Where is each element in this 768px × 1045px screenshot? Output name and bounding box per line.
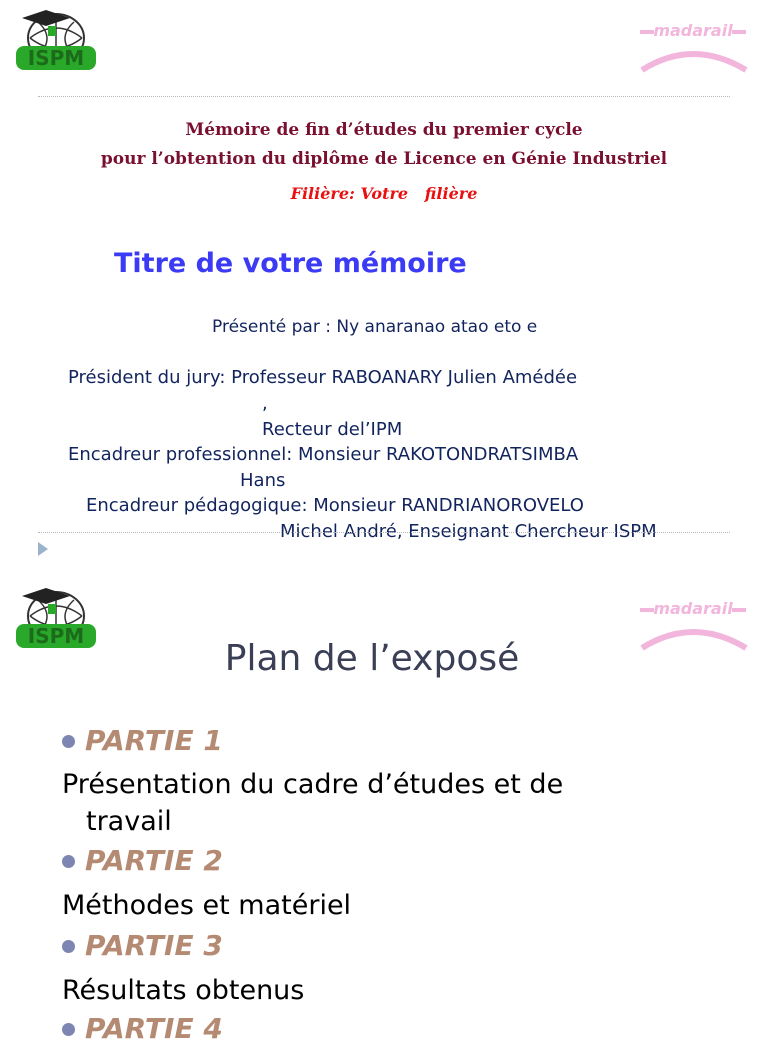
presented-by: Présenté par : Ny anaranao atao eto e (212, 317, 538, 337)
subtitle-line-1: Mémoire de fin d’études du premier cycle (185, 120, 583, 140)
subtitle-line-2: pour l’obtention du diplôme de Licence en Génie Industriel (100, 149, 668, 169)
play-arrow-icon[interactable] (38, 542, 48, 556)
filiere-label: Filière: Votre filière (290, 184, 478, 203)
plan-slide (0, 570, 768, 1045)
encadreur-pedagogique-line: Encadreur pédagogique: Monsieur RANDRIANOROVELO (86, 495, 584, 516)
madarail-logo (636, 8, 750, 78)
part-4-bullet (62, 1012, 223, 1045)
bullet-dot-icon (62, 735, 75, 748)
jury-president-line: Président du jury: Professeur RABOANARY Julien Amédée (68, 367, 578, 388)
part-1-text-line-2: travail (86, 806, 172, 837)
part-3-label: PARTIE 3 (85, 929, 223, 962)
part-2-label: PARTIE 2 (85, 844, 223, 877)
jury-president-title: Recteur del’IPM (262, 419, 403, 440)
part-1-label: PARTIE 1 (85, 724, 223, 757)
ispm-logo (8, 8, 104, 78)
svg-text:ISPM: ISPM (27, 46, 85, 70)
part-4-label: PARTIE 4 (85, 1012, 223, 1045)
part-2-text: Méthodes et matériel (62, 890, 352, 921)
plan-title: Plan de l’exposé (224, 638, 520, 679)
part-1-bullet (62, 724, 223, 757)
encadreur-professionnel-name: Hans (240, 470, 286, 491)
footer-divider (38, 532, 730, 533)
part-3-text: Résultats obtenus (62, 975, 305, 1006)
thesis-title: Titre de votre mémoire (114, 248, 467, 279)
jury-president-comma: , (262, 393, 268, 414)
header-divider (38, 96, 730, 97)
part-2-bullet (62, 844, 223, 877)
svg-text:madarail: madarail (653, 599, 733, 618)
bullet-dot-icon (62, 940, 75, 953)
svg-text:ISPM: ISPM (27, 624, 85, 648)
svg-text:madarail: madarail (653, 21, 733, 40)
encadreur-pedagogique-name: Michel André, Enseignant Chercheur ISPM (280, 521, 657, 542)
part-1-text-line-1: Présentation du cadre d’études et de (62, 769, 564, 800)
bullet-dot-icon (62, 855, 75, 868)
part-3-bullet (62, 929, 223, 962)
encadreur-professionnel-line: Encadreur professionnel: Monsieur RAKOTONDRATSIMBA (68, 444, 579, 465)
bullet-dot-icon (62, 1023, 75, 1036)
